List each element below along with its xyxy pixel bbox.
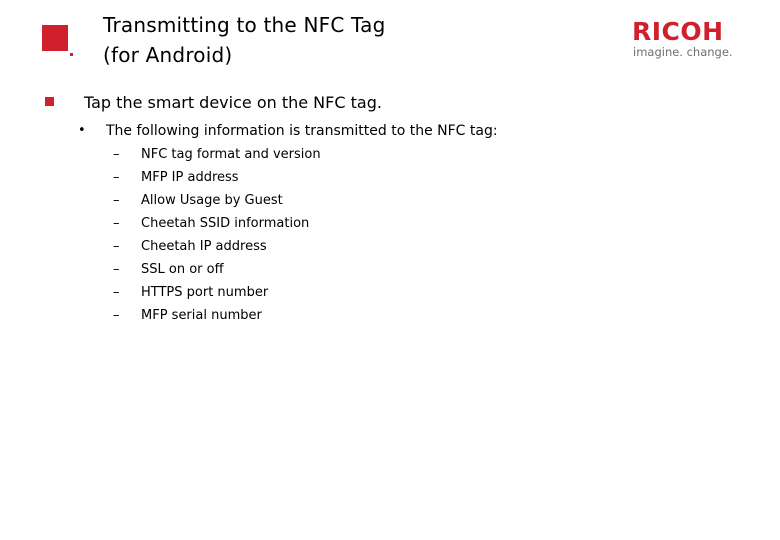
slide-title-line-2: (for Android): [103, 43, 233, 67]
dash-icon: –: [113, 193, 120, 208]
list-item: [113, 306, 321, 329]
list-item-text: NFC tag format and version: [141, 147, 321, 162]
sub-bullet-dot-icon: •: [78, 123, 86, 138]
list-item-text: SSL on or off: [141, 262, 224, 277]
list-item-text: MFP serial number: [141, 308, 262, 323]
list-item: [113, 191, 321, 214]
main-point-text: Tap the smart device on the NFC tag.: [84, 93, 382, 112]
logo-wordmark: RICOH: [632, 17, 724, 46]
slide-title: [103, 10, 386, 70]
list-item: [113, 237, 321, 260]
main-bullet-square-icon: [45, 97, 54, 106]
dash-icon: –: [113, 147, 120, 162]
list-item-text: MFP IP address: [141, 170, 239, 185]
ricoh-logo: [632, 18, 744, 62]
logo-tagline: imagine. change.: [633, 45, 733, 59]
dash-icon: –: [113, 308, 120, 323]
dash-icon: –: [113, 239, 120, 254]
transmitted-info-list: [113, 145, 321, 329]
slide-title-line-1: Transmitting to the NFC Tag: [103, 13, 386, 37]
dash-icon: –: [113, 262, 120, 277]
list-item-text: Cheetah SSID information: [141, 216, 310, 231]
list-item: [113, 168, 321, 191]
list-item: [113, 260, 321, 283]
sub-point-text: The following information is transmitted to the NFC tag:: [106, 123, 498, 139]
list-item-text: HTTPS port number: [141, 285, 269, 300]
list-item-text: Allow Usage by Guest: [141, 193, 283, 208]
title-marker-dot: [70, 53, 73, 56]
dash-icon: –: [113, 170, 120, 185]
list-item: [113, 283, 321, 306]
list-item: [113, 214, 321, 237]
dash-icon: –: [113, 285, 120, 300]
dash-icon: –: [113, 216, 120, 231]
list-item: [113, 145, 321, 168]
list-item-text: Cheetah IP address: [141, 239, 267, 254]
title-marker-square: [42, 25, 68, 51]
title-marker: [42, 25, 72, 55]
